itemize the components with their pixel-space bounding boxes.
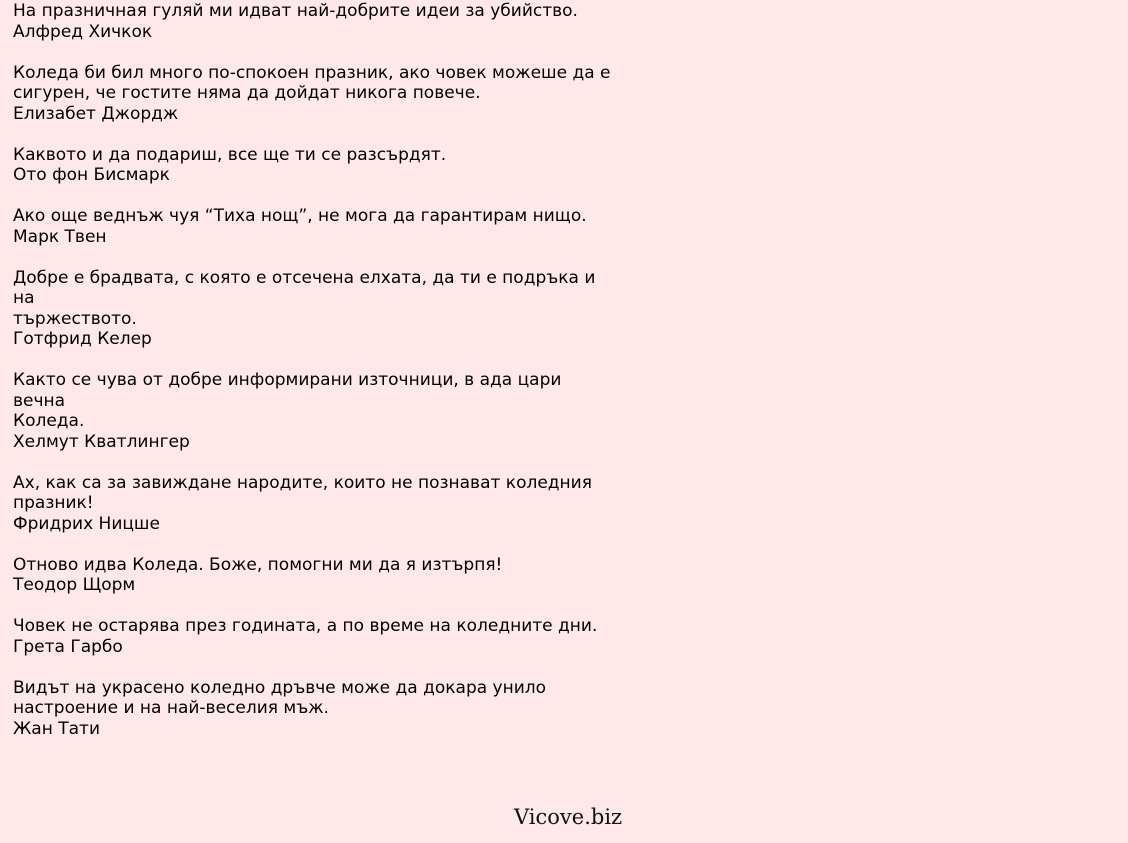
quote-block bbox=[13, 268, 613, 350]
quote-text: Както се чува от добре информирани източници, в ада цари вечна Коледа. bbox=[13, 370, 562, 431]
quote-block bbox=[13, 473, 613, 535]
quote-block bbox=[13, 370, 613, 452]
quote-text: Човек не остарява през годината, а по време на коледните дни. bbox=[13, 616, 598, 636]
site-watermark: Vicove.biz bbox=[514, 805, 623, 829]
quote-text: Коледа би бил много по-спокоен празник, ако човек можеше да е сигурен, че гостите няма да дойдат никога повече. bbox=[13, 62, 611, 103]
quote-author: Марк Твен bbox=[13, 226, 107, 247]
quote-block bbox=[13, 555, 613, 596]
quote-text: Ах, как са за завиждане народите, които не познават коледния празник! bbox=[13, 472, 592, 513]
quote-author: Ото фон Бисмарк bbox=[13, 165, 170, 185]
quote-author: Фридрих Ницше bbox=[13, 513, 160, 534]
quote-block bbox=[13, 616, 613, 657]
quote-block bbox=[13, 206, 613, 247]
quote-author: Жан Тати bbox=[13, 718, 101, 739]
quote-author: Теодор Щорм bbox=[13, 575, 136, 595]
quote-author: Алфред Хичкок bbox=[13, 21, 153, 42]
quote-block bbox=[13, 145, 613, 186]
quote-author: Готфрид Келер bbox=[13, 329, 152, 349]
quote-text: Видът на украсено коледно дръвче може да докара унило настроение и на най-веселия мъж. bbox=[13, 677, 547, 718]
quote-text: Добре е брадвата, с която е отсечена елхата, да ти е подръка и на тържеството. bbox=[13, 267, 596, 329]
quote-block bbox=[13, 1, 613, 42]
quote-text: Отново идва Коледа. Боже, помогни ми да я изтърпя! bbox=[13, 554, 503, 575]
quote-list bbox=[13, 1, 613, 760]
quote-block bbox=[13, 63, 613, 125]
quote-text: Ако още веднъж чуя “Тиха нощ”, не мога да гарантирам нищо. bbox=[13, 206, 587, 226]
quote-block bbox=[13, 678, 613, 740]
quote-author: Хелмут Кватлингер bbox=[13, 431, 190, 452]
quote-author: Грета Гарбо bbox=[13, 636, 123, 657]
quote-text: Каквото и да подариш, все ще ти се разсърдят. bbox=[13, 144, 447, 165]
quote-author: Елизабет Джордж bbox=[13, 103, 179, 124]
quote-text: На празничная гуляй ми идват най-добрите идеи за убийство. bbox=[13, 1, 578, 21]
